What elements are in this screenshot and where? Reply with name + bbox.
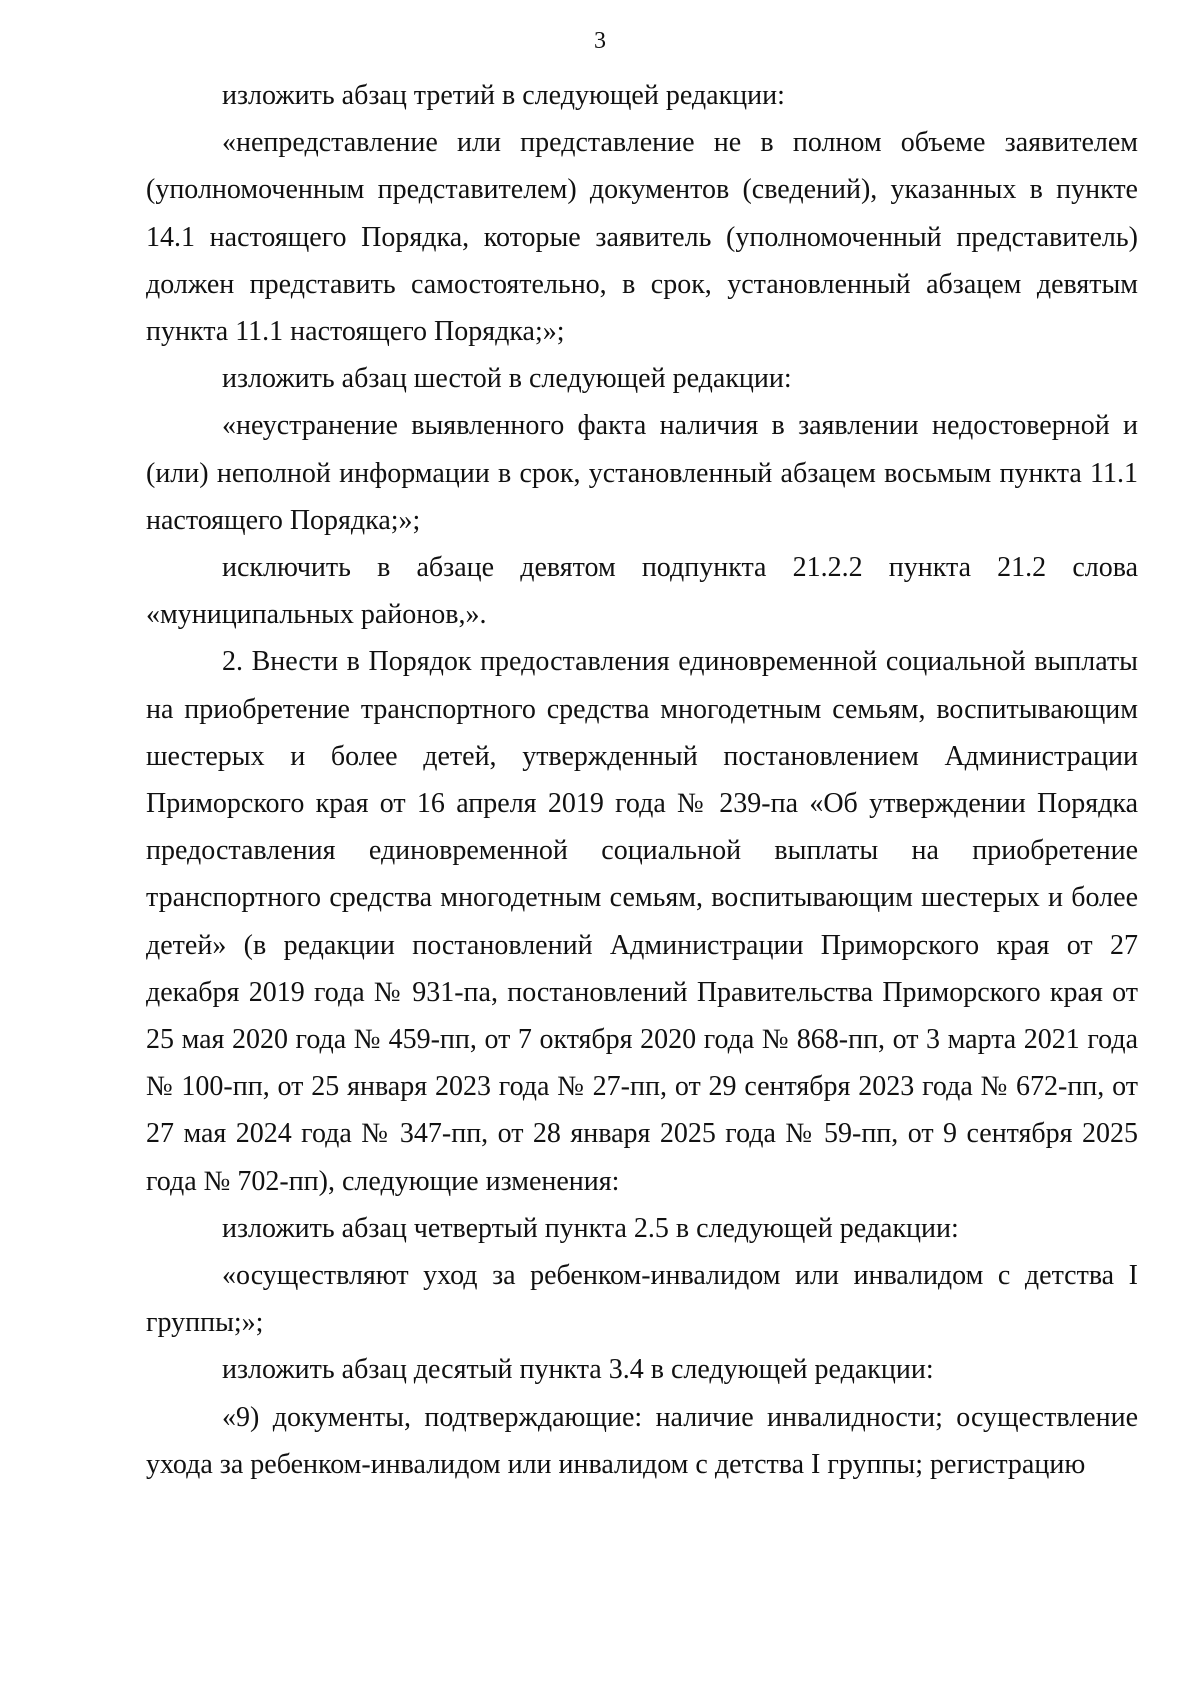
page-number: 3 (594, 28, 606, 54)
paragraph-7: изложить абзац четвертый пункта 2.5 в следующей редакции: (222, 1212, 959, 1244)
paragraph-10: «9) документы, подтверждающие: наличие инвалидности; осуществление ухода за ребенком-инвалидом или инвалидом с детства I группы; регистрацию (146, 1401, 1138, 1480)
paragraph-6: 2. Внести в Порядок предоставления единовременной социальной выплаты на приобретение транспортного средства многодетным семьям, воспитывающим шестерых и более детей, утвержденный постановлением Администрации Приморского края от 16 апреля 2019 года № 239-па «Об утверждении Порядка предоставления единовременной социальной выплаты на приобретение транспортного средства многодетным семьям, воспитывающим шестерых и более детей» (в редакции постановлений Администрации Приморского края от 27 декабря 2019 года № 931-па, постановлений Правительства Приморского края от 25 мая 2020 года № 459-пп, от 7 октября 2020 года № 868-пп, от 3 марта 2021 года № 100-пп, от 25 января 2023 года № 27-пп, от 29 сентября 2023 года № 672-пп, от 27 мая 2024 года № 347-пп, от 28 января 2025 года № 59-пп, от 9 сентября 2025 года № 702-пп), следующие изменения: (146, 646, 1138, 1197)
paragraph-4: «неустранение выявленного факта наличия в заявлении недостоверной и (или) неполной информации в срок, установленный абзацем восьмым пункта 11.1 настоящего Порядка;»; (146, 410, 1138, 536)
paragraph-5: исключить в абзаце девятом подпункта 21.2.2 пункта 21.2 слова «муниципальных районов,». (146, 552, 1138, 631)
paragraph-8: «осуществляют уход за ребенком-инвалидом или инвалидом с детства I группы;»; (146, 1260, 1138, 1339)
paragraph-2: «непредставление или представление не в полном объеме заявителем (уполномоченным представителем) документов (сведений), указанных в пункте 14.1 настоящего Порядка, которые заявитель (уполномоченный представитель) должен представить самостоятельно, в срок, установленный абзацем девятым пункта 11.1 настоящего Порядка;»; (146, 127, 1138, 348)
paragraph-3: изложить абзац шестой в следующей редакции: (222, 363, 792, 395)
document-body (146, 72, 1138, 1488)
paragraph-9: изложить абзац десятый пункта 3.4 в следующей редакции: (222, 1354, 934, 1386)
paragraph-1: изложить абзац третий в следующей редакции: (222, 80, 785, 111)
